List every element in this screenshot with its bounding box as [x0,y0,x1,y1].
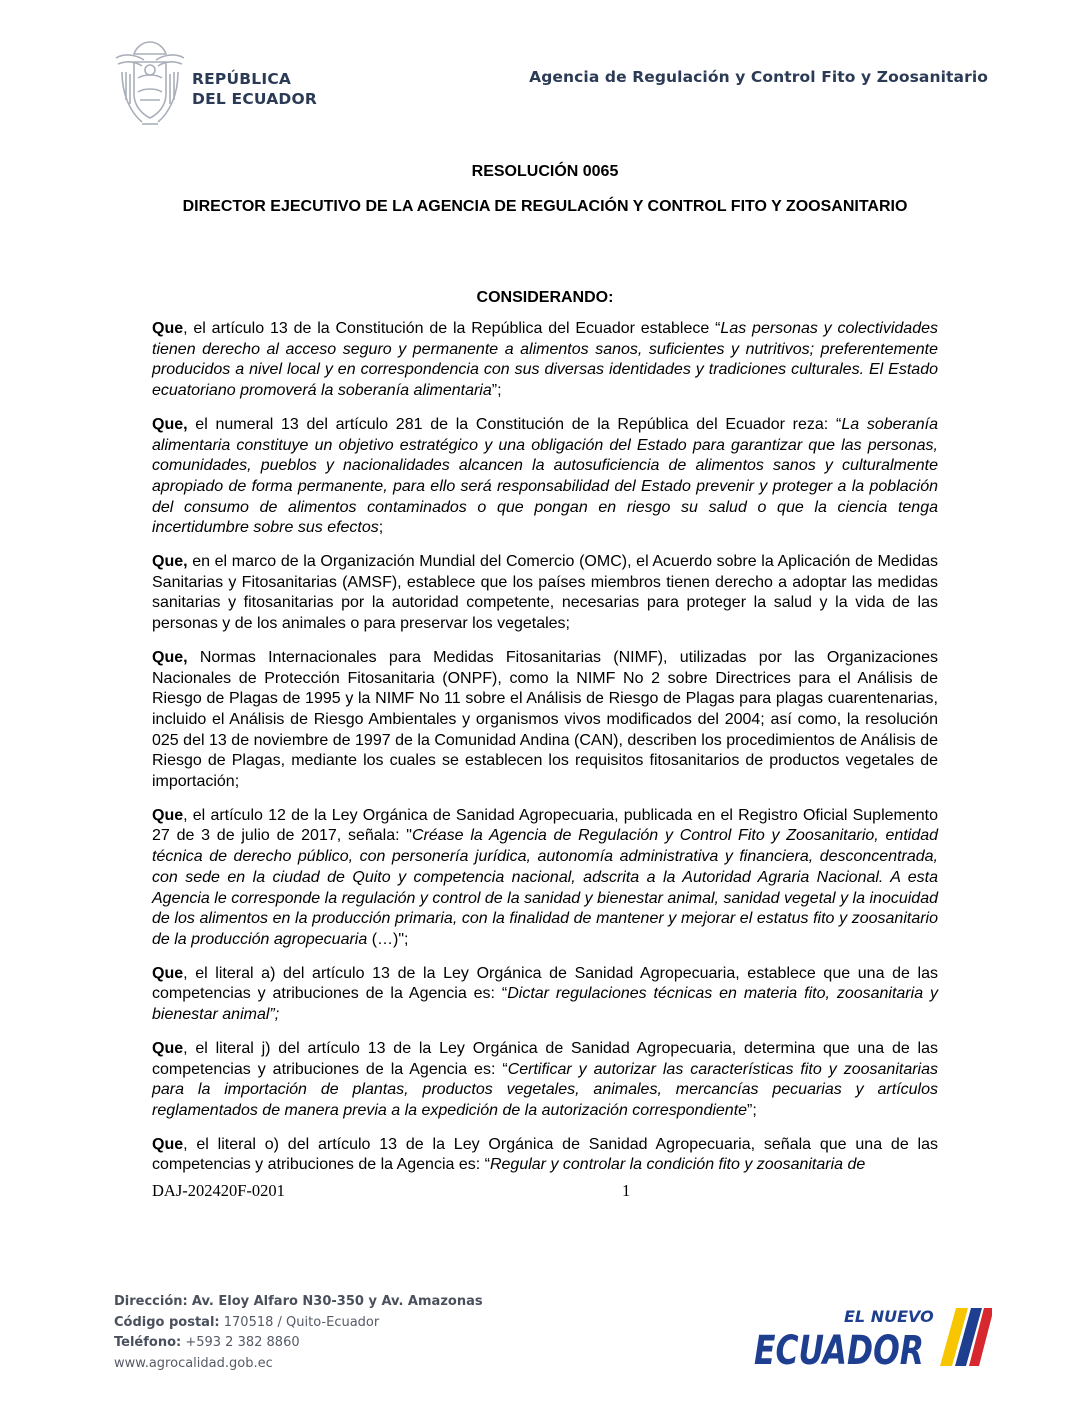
considerando-paragraph [152,964,938,1026]
considerando-heading: CONSIDERANDO: [476,289,614,306]
que-label: Que [152,806,184,824]
paragraph-text: (…)"; [367,930,409,948]
paragraph-text: , el literal j) del artículo 13 de la Ley Orgánica de Sanidad Agropecuaria, determina que una de las competencias y atribuciones de la Agencia es: “ [152,1039,938,1078]
quoted-text: Certificar y autorizar las características fito y zoosanitarias para la importación de plantas, productos vegetales, animales, mercancías pecuarias y artículos reglamentados de manera previa a la expedición de la autorización correspondiente [152,1060,938,1119]
brand-name: ECUADOR [754,1328,924,1372]
brand-tagline: EL NUEVO [844,1307,934,1326]
website-link[interactable]: www.agrocalidad.gob.ec [114,1355,273,1371]
paragraph-text: ”; [747,1101,757,1119]
quoted-text: La soberanía alimentaria constituye un objetivo estratégico y una obligación del Estado para garantizar que las personas, comunidades, pueblos y nacionalidades alcancen la autosuficiencia de alimentos sanos y culturalmente apropiado de forma permanente, para ello será responsabilidad del Estado prevenir y proteger a la población del consumo de alimentos contaminados o que pongan en riesgo su salud o que la ciencia tenga incertidumbre sobre sus efectos [152,415,938,537]
quoted-text: Dictar regulaciones técnicas en materia fito, zoosanitaria y bienestar animal [152,985,939,1024]
considerando-paragraph [152,1039,938,1122]
phone-value: +593 2 382 8860 [185,1335,300,1350]
address-value: Av. Eloy Alfaro N30-350 y Av. Amazonas [191,1294,483,1309]
quoted-text: Regular y controlar la condición fito y zoosanitaria de [489,1156,866,1174]
quoted-text: Créase la Agencia de Regulación y Control Fito y Zoosanitario, entidad técnica de derecho público, con personería jurídica, autonomía administrativa y financiera, desconcentrada, con sede en la ciudad de Quito y competencia nacional, adscrita a la Autoridad Agraria Nacional. A esta Agencia le corresponde la regulación y control de la sanidad y bienestar animal, sanidad vegetal y la inocuidad de los alimentos en la producción primaria, con la finalidad de mantener y mejorar el estatus fito y zoosanitario de la producción agropecuaria [152,827,939,948]
que-label: Que [152,1135,184,1153]
paragraph-text: , el literal a) del artículo 13 de la Ley Orgánica de Sanidad Agropecuaria, establece que una de las competencias y atribuciones de la Agencia es: “ [152,964,938,1003]
postal-label: Código postal: [114,1314,220,1330]
considerando-paragraph [152,648,938,793]
considerando-paragraph [152,806,938,951]
que-label: Que [152,964,184,982]
paragraph-text: en el marco de la Organización Mundial del Comercio (OMC), el Acuerdo sobre la Aplicación de Medidas Sanitarias y Fitosanitarias (AMSF), establece que los países miembros tienen derecho a adoptar las medidas sanitarias y fitosanitarias por la autoridad competente, necesarias para proteger la salud y la vida de las personas y de los animales o para preservar los vegetales; [152,553,938,633]
phone-label: Teléfono: [114,1335,182,1350]
phone-line [114,1333,483,1354]
que-label: Que, [152,648,188,666]
considerando-paragraph [152,1135,938,1176]
government-name-line2: DEL ECUADOR [192,90,317,108]
government-name [192,69,317,109]
resolution-title: RESOLUCIÓN 0065 [471,163,619,180]
que-label: Que, [152,553,188,571]
paragraph-text: , el literal o) del artículo 13 de la Ley Orgánica de Sanidad Agropecuaria, señala que una de las competencias y atribuciones de la Agencia es: “ [152,1135,938,1174]
paragraph-text: ”; [491,382,502,400]
que-label: Que [152,1039,184,1057]
quoted-text: ”; [269,1006,280,1024]
postal-line [114,1313,483,1334]
agency-name: Agencia de Regulación y Control Fito y Zoosanitario [529,68,988,86]
government-name-line1: REPÚBLICA [192,70,292,88]
paragraph-text: Normas Internacionales para Medidas Fitosanitarias (NIMF), utilizadas por las Organizaciones Nacionales de Protección Fitosanitaria (ONPF), como la NIMF No 2 sobre Directrices para el Análisis de Riesgo de Plagas de 1995 y la NIMF No 11 sobre el Análisis de Riesgo de Plagas para plagas cuarentenarias, incluido el Análisis de Riesgo Ambientales y organismos vivos modificados del 2004; así como, la resolución 025 del 13 de noviembre de 1997 de la Comunidad Andina (CAN), describen los procedimientos de Análisis de Riesgo de Plagas, mediante los cuales se establecen los requisitos fitosanitarios de productos vegetales de importación; [152,648,938,791]
document-code: DAJ-202420F-0201 [152,1181,285,1200]
ecuador-coat-of-arms-icon [112,38,188,130]
que-label: Que, [152,415,188,433]
quoted-text: Las personas y colectividades tienen derecho al acceso seguro y permanente a alimentos sanos, suficientes y nutritivos; preferentemente producidos a nivel local y en correspondencia con sus diversas identidades y tradiciones culturales. El Estado ecuatoriano promoverá la soberanía alimentaria [152,320,938,400]
paragraph-text: , el artículo 12 de la Ley Orgánica de Sanidad Agropecuaria, publicada en el Registro Oficial Suplemento 27 de 3 de julio de 2017, señala: " [152,806,938,845]
considerando-paragraph [152,319,938,402]
que-label: Que [152,320,184,337]
resolution-body [152,319,938,1189]
el-nuevo-ecuador-logo [752,1300,992,1372]
page-number: 1 [622,1181,631,1200]
considerando-paragraph [152,415,938,539]
considerando-paragraph [152,552,938,635]
authority-heading: DIRECTOR EJECUTIVO DE LA AGENCIA DE REGULACIÓN Y CONTROL FITO Y ZOOSANITARIO [182,198,908,215]
paragraph-text: ; [378,519,384,537]
paragraph-text: , el artículo 13 de la Constitución de la República del Ecuador establece “ [183,320,721,337]
address-line [114,1292,483,1313]
postal-value: 170518 / Quito-Ecuador [223,1314,380,1330]
address-label: Dirección: [114,1294,188,1309]
contact-info [114,1292,483,1374]
paragraph-text: el numeral 13 del artículo 281 de la Constitución de la República del Ecuador reza: “ [187,415,842,433]
